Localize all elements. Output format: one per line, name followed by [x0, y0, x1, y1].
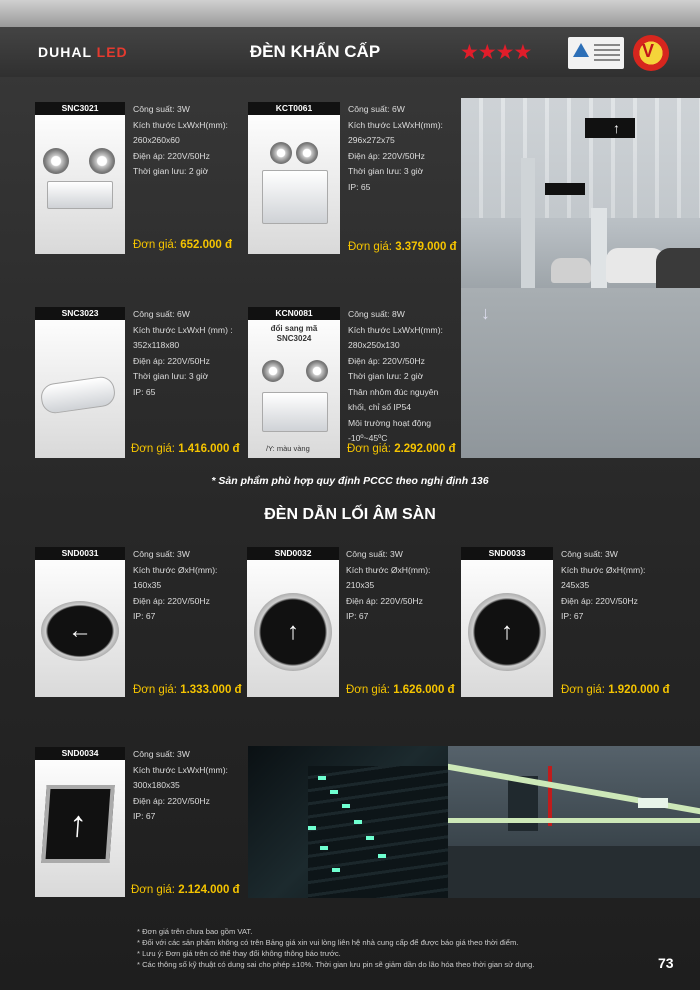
arrow-up-icon: ↑ [67, 803, 89, 844]
product-specs: Công suất: 6W Kích thước LxWxH (mm) : 352x118x80 Điện áp: 220V/50Hz Thời gian lưu: 3 giờ IP: 65 [133, 309, 233, 397]
product-code: SND0032 [247, 547, 339, 560]
lamp-head-icon [43, 148, 69, 174]
product-image [35, 560, 125, 697]
product-snd0031 [35, 547, 125, 697]
floor-light-disc [254, 593, 332, 671]
product-image [248, 320, 340, 458]
product-kct0061 [248, 102, 340, 254]
product-price: Đơn giá: 2.292.000 đ [347, 443, 456, 455]
quality-award-badge: V [633, 35, 669, 71]
product-specs: Công suất: 8W Kích thước LxWxH(mm): 280x250x130 Điện áp: 220V/50Hz Thời gian lưu: 2 giờ Thân nhôm đúc nguyên khối, chỉ số IP54 Môi trường hoạt động -10º~45ºC [348, 309, 443, 443]
product-price: Đơn giá: 2.124.000 đ [131, 884, 240, 896]
parking-garage-photo: ↑ ↓ [461, 98, 700, 458]
footnotes: * Đơn giá trên chưa bao gồm VAT. * Đối với các sản phẩm không có trên Bảng giá xin vui lòng liên hệ nhà cung cấp để được báo giá theo thời điểm. * Lưu ý: Đơn giá trên có thể thay đổi không thông báo trước. * Các thông số kỹ thuật có dung sai cho phép ±10%. Thời gian lưu pin sẽ giảm dần do lão hóa theo thời gian sử dụng. [137, 927, 535, 969]
product-snc3023 [35, 307, 125, 458]
product-specs: Công suất: 3W Kích thước ØxH(mm): 210x35 Điện áp: 220V/50Hz IP: 67 [346, 549, 431, 621]
product-snd0034 [35, 747, 125, 897]
product-image [35, 320, 125, 458]
product-price: Đơn giá: 1.333.000 đ [133, 684, 242, 696]
arrow-up-icon: ↑ [501, 618, 513, 645]
product-code: SND0031 [35, 547, 125, 560]
stairway-photo [248, 746, 448, 898]
product-price: Đơn giá: 652.000 đ [133, 239, 232, 251]
floor-light-plate [41, 785, 114, 863]
product-snd0032 [247, 547, 339, 697]
product-image [35, 115, 125, 254]
product-snd0033 [461, 547, 553, 697]
product-image [35, 760, 125, 897]
product-snc3021 [35, 102, 125, 254]
product-price: Đơn giá: 3.379.000 đ [348, 241, 457, 253]
product-image [248, 115, 340, 254]
page-number: 73 [658, 955, 674, 971]
brand-logo: DUHAL LED [38, 44, 128, 60]
product-specs: Công suất: 3W Kích thước LxWxH(mm): 300x180x35 Điện áp: 220V/50Hz IP: 67 [133, 749, 228, 821]
page-title: ĐÈN KHẨN CẤP [249, 42, 381, 61]
section-title-floor-lights: ĐÈN DẪN LỐI ÂM SÀN [264, 506, 436, 523]
product-specs: Công suất: 3W Kích thước ØxH(mm): 245x35 Điện áp: 220V/50Hz IP: 67 [561, 549, 646, 621]
product-code: SNC3021 [35, 102, 125, 115]
floor-light-disc [41, 601, 119, 661]
floor-light-disc [468, 593, 546, 671]
product-image [247, 560, 339, 697]
compliance-note: * Sản phẩm phù hợp quy định PCCC theo nghị định 136 [211, 475, 489, 487]
arrow-left-icon: ← [68, 617, 92, 644]
product-price: Đơn giá: 1.416.000 đ [131, 443, 240, 455]
code-change-note: đổi sang mã SNC3024 [270, 324, 318, 343]
product-specs: Công suất: 3W Kích thước LxWxH(mm): 260x260x60 Điện áp: 220V/50Hz Thời gian lưu: 2 giờ [133, 104, 228, 176]
product-specs: Công suất: 6W Kích thước LxWxH(mm): 296x272x75 Điện áp: 220V/50Hz Thời gian lưu: 3 giờ IP: 65 [348, 104, 443, 192]
rating-stars: ★★★★ [460, 41, 532, 64]
product-price: Đơn giá: 1.626.000 đ [346, 684, 455, 696]
product-code: SND0033 [461, 547, 553, 560]
product-price: Đơn giá: 1.920.000 đ [561, 684, 670, 696]
top-band [0, 0, 700, 27]
product-code: KCN0081 [248, 307, 340, 320]
product-kcn0081 [248, 307, 340, 458]
arrow-up-icon: ↑ [287, 618, 299, 645]
product-specs: Công suất: 3W Kích thước ØxH(mm): 160x35 Điện áp: 220V/50Hz IP: 67 [133, 549, 218, 621]
iso-certificate-logo [568, 37, 624, 69]
corridor-photo [448, 746, 700, 898]
lamp-head-icon [89, 148, 115, 174]
product-code: SND0034 [35, 747, 125, 760]
color-variant-note: /Y: màu vàng [266, 444, 310, 453]
product-code: KCT0061 [248, 102, 340, 115]
product-code: SNC3023 [35, 307, 125, 320]
product-image [461, 560, 553, 697]
